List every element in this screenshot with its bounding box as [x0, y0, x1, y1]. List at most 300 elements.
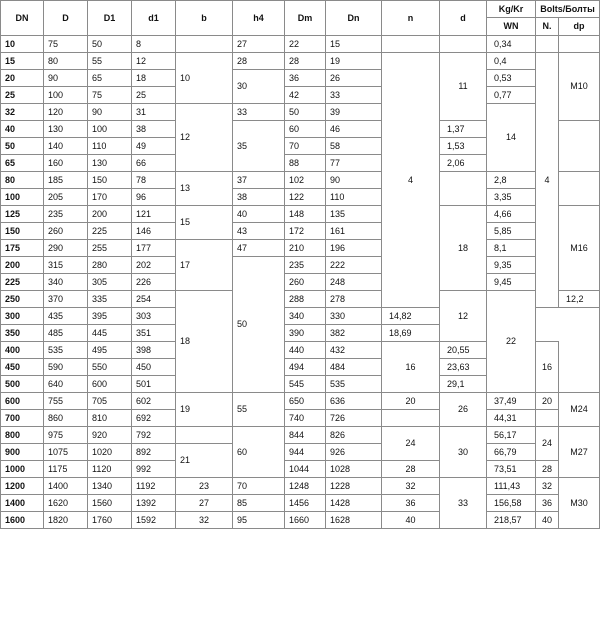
cell-small-d1: 31 — [132, 104, 176, 121]
cell-dn-inner: 826 — [326, 427, 382, 444]
cell-d1: 75 — [88, 87, 132, 104]
cell-dn: 500 — [1, 376, 44, 393]
cell-dn: 350 — [1, 325, 44, 342]
cell-wn: 66,79 — [487, 444, 536, 461]
cell-d1: 445 — [88, 325, 132, 342]
cell-d: 975 — [44, 427, 88, 444]
cell-n: 40 — [382, 512, 440, 529]
cell-b: 15 — [176, 206, 233, 240]
cell-n: 24 — [382, 427, 440, 461]
cell-b-empty — [176, 427, 233, 444]
cell-dn: 15 — [1, 53, 44, 70]
cell-b: 32 — [176, 512, 233, 529]
cell-small-d1: 66 — [132, 155, 176, 172]
cell-d1: 600 — [88, 376, 132, 393]
cell-small-d1: 692 — [132, 410, 176, 427]
cell-dn-inner: 33 — [326, 87, 382, 104]
cell-bolts-n: 24 — [536, 427, 559, 461]
cell-wn: 73,51 — [487, 461, 536, 478]
cell-bolts-n: 16 — [536, 342, 559, 393]
cell-dn-inner: 1628 — [326, 512, 382, 529]
cell-wn: 37,49 — [487, 393, 536, 410]
cell-wn: 3,35 — [487, 189, 536, 206]
cell-dn: 200 — [1, 257, 44, 274]
cell-b: 21 — [176, 444, 233, 478]
cell-small-d1: 501 — [132, 376, 176, 393]
cell-small-d1: 49 — [132, 138, 176, 155]
cell-dp: M30 — [559, 478, 600, 529]
cell-d1: 280 — [88, 257, 132, 274]
cell-d: 80 — [44, 53, 88, 70]
cell-dm: 288 — [285, 291, 326, 308]
table-row — [1, 291, 600, 308]
cell-dn-inner: 135 — [326, 206, 382, 223]
cell-d: 120 — [44, 104, 88, 121]
cell-d1: 550 — [88, 359, 132, 376]
cell-d: 30 — [440, 427, 487, 478]
cell-small-d1: 450 — [132, 359, 176, 376]
cell-dm: 944 — [285, 444, 326, 461]
cell-b: 27 — [176, 495, 233, 512]
cell-dm: 494 — [285, 359, 326, 376]
cell-dn-inner: 432 — [326, 342, 382, 359]
cell-d1: 255 — [88, 240, 132, 257]
cell-d: 260 — [44, 223, 88, 240]
cell-dm: 545 — [285, 376, 326, 393]
cell-dn: 700 — [1, 410, 44, 427]
table-row — [1, 427, 600, 444]
cell-h4: 33 — [233, 104, 285, 121]
cell-d-empty — [440, 172, 487, 206]
cell-d: 160 — [44, 155, 88, 172]
cell-h4: 30 — [233, 70, 285, 104]
cell-d: 140 — [44, 138, 88, 155]
cell-dn-inner: 1228 — [326, 478, 382, 495]
cell-dn-inner: 26 — [326, 70, 382, 87]
table-row — [1, 393, 600, 410]
cell-h4: 40 — [233, 206, 285, 223]
cell-dn-inner: 46 — [326, 121, 382, 138]
cell-d: 205 — [44, 189, 88, 206]
cell-small-d1: 892 — [132, 444, 176, 461]
cell-n-empty — [382, 36, 440, 53]
cell-d: 860 — [44, 410, 88, 427]
cell-d1: 50 — [88, 36, 132, 53]
cell-d: 1400 — [44, 478, 88, 495]
cell-dm: 1660 — [285, 512, 326, 529]
cell-b: 17 — [176, 240, 233, 291]
cell-dm: 1456 — [285, 495, 326, 512]
cell-dn: 175 — [1, 240, 44, 257]
cell-dn-inner: 248 — [326, 274, 382, 291]
table-row — [1, 495, 600, 512]
cell-b: 23 — [176, 478, 233, 495]
table-row — [1, 70, 600, 87]
cell-h4: 43 — [233, 223, 285, 240]
cell-small-d1: 12 — [132, 53, 176, 70]
cell-d: 33 — [440, 478, 487, 529]
table-row — [1, 206, 600, 223]
cell-dn: 80 — [1, 172, 44, 189]
table-row — [1, 240, 600, 257]
cell-small-d1: 303 — [132, 308, 176, 325]
cell-h4: 27 — [233, 36, 285, 53]
header-n: n — [382, 1, 440, 36]
cell-wn: 0,53 — [487, 70, 536, 87]
cell-d1: 1340 — [88, 478, 132, 495]
cell-dp-empty — [559, 36, 600, 53]
cell-dn: 1400 — [1, 495, 44, 512]
cell-dn-inner: 330 — [326, 308, 382, 325]
cell-d: 185 — [44, 172, 88, 189]
cell-d: 485 — [44, 325, 88, 342]
cell-d: 235 — [44, 206, 88, 223]
cell-d1: 335 — [88, 291, 132, 308]
cell-dn-inner: 1428 — [326, 495, 382, 512]
cell-h4: 85 — [233, 495, 285, 512]
cell-dm: 70 — [285, 138, 326, 155]
table-row — [1, 53, 600, 70]
cell-b: 13 — [176, 172, 233, 206]
cell-d: 100 — [44, 87, 88, 104]
cell-bolts-n: 4 — [536, 53, 559, 308]
cell-small-d1: 146 — [132, 223, 176, 240]
cell-wn: 12,2 — [559, 291, 600, 308]
cell-small-d1: 18 — [132, 70, 176, 87]
cell-d: 26 — [440, 393, 487, 427]
cell-dn-inner: 19 — [326, 53, 382, 70]
cell-dn-inner: 278 — [326, 291, 382, 308]
cell-dn: 150 — [1, 223, 44, 240]
cell-d1: 810 — [88, 410, 132, 427]
cell-dm: 172 — [285, 223, 326, 240]
cell-b-empty — [176, 36, 233, 53]
cell-h4: 38 — [233, 189, 285, 206]
cell-dn: 1000 — [1, 461, 44, 478]
cell-d: 18 — [440, 206, 487, 291]
cell-dn-inner: 382 — [326, 325, 382, 342]
cell-d1: 100 — [88, 121, 132, 138]
cell-dn: 800 — [1, 427, 44, 444]
cell-dn: 900 — [1, 444, 44, 461]
cell-d1: 90 — [88, 104, 132, 121]
cell-dn-inner: 196 — [326, 240, 382, 257]
table-row — [1, 512, 600, 529]
cell-wn: 1,53 — [440, 138, 487, 155]
table-row — [1, 410, 600, 427]
cell-small-d1: 177 — [132, 240, 176, 257]
header-d1-upper: D1 — [88, 1, 132, 36]
cell-d1: 495 — [88, 342, 132, 359]
cell-d1: 170 — [88, 189, 132, 206]
cell-dn-inner: 77 — [326, 155, 382, 172]
cell-dm: 740 — [285, 410, 326, 427]
cell-wn: 1,37 — [440, 121, 487, 138]
cell-dn: 50 — [1, 138, 44, 155]
cell-dn: 20 — [1, 70, 44, 87]
cell-dn-inner: 484 — [326, 359, 382, 376]
cell-wn: 14,82 — [382, 308, 440, 325]
cell-bolts-n: 40 — [536, 512, 559, 529]
cell-dn: 10 — [1, 36, 44, 53]
cell-wn: 8,1 — [487, 240, 536, 257]
cell-d: 340 — [44, 274, 88, 291]
cell-d: 1075 — [44, 444, 88, 461]
cell-d: 290 — [44, 240, 88, 257]
header-wn: WN — [487, 18, 536, 36]
cell-wn: 4,66 — [487, 206, 536, 223]
table-row — [1, 444, 600, 461]
cell-dn: 300 — [1, 308, 44, 325]
cell-small-d1: 121 — [132, 206, 176, 223]
cell-dm: 1044 — [285, 461, 326, 478]
cell-dn-inner: 90 — [326, 172, 382, 189]
cell-dn: 25 — [1, 87, 44, 104]
header-h4: h4 — [233, 1, 285, 36]
cell-small-d1: 96 — [132, 189, 176, 206]
cell-h4: 95 — [233, 512, 285, 529]
cell-d1: 1760 — [88, 512, 132, 529]
cell-n-empty — [382, 410, 440, 427]
cell-dp: M16 — [559, 206, 600, 291]
cell-dm: 60 — [285, 121, 326, 138]
cell-dn: 100 — [1, 189, 44, 206]
header-dn: DN — [1, 1, 44, 36]
cell-d: 75 — [44, 36, 88, 53]
cell-dn: 1600 — [1, 512, 44, 529]
cell-b: 12 — [176, 104, 233, 172]
cell-dm: 390 — [285, 325, 326, 342]
cell-dn-inner: 636 — [326, 393, 382, 410]
cell-d: 11 — [440, 53, 487, 121]
table-row — [1, 461, 600, 478]
cell-dm: 650 — [285, 393, 326, 410]
table-row — [1, 189, 600, 206]
table-row — [1, 257, 600, 274]
cell-small-d1: 78 — [132, 172, 176, 189]
cell-d1: 705 — [88, 393, 132, 410]
cell-n: 12 — [440, 291, 487, 342]
cell-dn-inner: 535 — [326, 376, 382, 393]
header-d1-lower: d1 — [132, 1, 176, 36]
cell-dm: 148 — [285, 206, 326, 223]
cell-dm: 210 — [285, 240, 326, 257]
cell-d: 1820 — [44, 512, 88, 529]
cell-wn: 111,43 — [487, 478, 536, 495]
cell-h4: 60 — [233, 427, 285, 478]
cell-d1: 1560 — [88, 495, 132, 512]
cell-small-d1: 1192 — [132, 478, 176, 495]
cell-dn: 125 — [1, 206, 44, 223]
cell-d1: 1020 — [88, 444, 132, 461]
cell-d1: 305 — [88, 274, 132, 291]
table-row — [1, 36, 600, 53]
cell-d: 130 — [44, 121, 88, 138]
cell-bolts-n-empty — [536, 410, 559, 427]
cell-dm: 50 — [285, 104, 326, 121]
cell-dn-inner: 110 — [326, 189, 382, 206]
cell-h4: 55 — [233, 393, 285, 427]
cell-h4: 70 — [233, 478, 285, 495]
cell-n: 16 — [382, 342, 440, 393]
cell-dm: 28 — [285, 53, 326, 70]
cell-n: 28 — [382, 461, 440, 478]
cell-dm: 440 — [285, 342, 326, 359]
cell-dn-inner: 58 — [326, 138, 382, 155]
cell-dm: 1248 — [285, 478, 326, 495]
cell-wn: 18,69 — [382, 325, 440, 342]
cell-b: 19 — [176, 393, 233, 427]
header-d-outer: D — [44, 1, 88, 36]
table-row — [1, 478, 600, 495]
cell-d: 1620 — [44, 495, 88, 512]
cell-dm: 235 — [285, 257, 326, 274]
cell-wn: 29,1 — [440, 376, 487, 393]
cell-wn: 2,06 — [440, 155, 487, 172]
cell-b: 10 — [176, 53, 233, 104]
cell-dn-inner: 161 — [326, 223, 382, 240]
cell-d-empty — [440, 36, 487, 53]
cell-wn: 56,17 — [487, 427, 536, 444]
cell-d: 535 — [44, 342, 88, 359]
cell-small-d1: 602 — [132, 393, 176, 410]
cell-b: 18 — [176, 291, 233, 393]
cell-d: 590 — [44, 359, 88, 376]
table-row — [1, 172, 600, 189]
cell-dn: 450 — [1, 359, 44, 376]
cell-d1: 150 — [88, 172, 132, 189]
cell-d1: 920 — [88, 427, 132, 444]
cell-wn: 0,34 — [487, 36, 536, 53]
cell-dn-inner: 726 — [326, 410, 382, 427]
cell-dp: M27 — [559, 427, 600, 478]
cell-dp-empty — [559, 172, 600, 206]
cell-wn: 44,31 — [487, 410, 536, 427]
cell-d1: 1120 — [88, 461, 132, 478]
header-d: d — [440, 1, 487, 36]
header-dm: Dm — [285, 1, 326, 36]
cell-bolts-n: 20 — [536, 393, 559, 410]
header-bolts: Bolts/Болты — [536, 1, 600, 18]
cell-wn: 0,4 — [487, 53, 536, 70]
cell-wn: 20,55 — [440, 342, 487, 359]
cell-small-d1: 398 — [132, 342, 176, 359]
cell-d: 315 — [44, 257, 88, 274]
cell-h4: 35 — [233, 121, 285, 172]
cell-dn: 40 — [1, 121, 44, 138]
cell-small-d1: 202 — [132, 257, 176, 274]
cell-dn-inner: 222 — [326, 257, 382, 274]
table-row — [1, 274, 600, 291]
cell-small-d1: 226 — [132, 274, 176, 291]
table-row — [1, 104, 600, 121]
header-b: b — [176, 1, 233, 36]
cell-bolts-n: 28 — [536, 461, 559, 478]
cell-small-d1: 38 — [132, 121, 176, 138]
cell-dn: 32 — [1, 104, 44, 121]
cell-dn-inner: 1028 — [326, 461, 382, 478]
header-dn-inner: Dn — [326, 1, 382, 36]
cell-d: 640 — [44, 376, 88, 393]
cell-d1: 65 — [88, 70, 132, 87]
cell-d1: 110 — [88, 138, 132, 155]
cell-d: 370 — [44, 291, 88, 308]
cell-wn: 9,45 — [487, 274, 536, 291]
cell-small-d1: 1392 — [132, 495, 176, 512]
cell-wn: 218,57 — [487, 512, 536, 529]
cell-dn: 65 — [1, 155, 44, 172]
cell-dm: 22 — [285, 36, 326, 53]
header-bolts-n: N. — [536, 18, 559, 36]
cell-dp: M10 — [559, 53, 600, 121]
cell-dm: 36 — [285, 70, 326, 87]
cell-d: 14 — [487, 104, 536, 172]
cell-small-d1: 25 — [132, 87, 176, 104]
cell-n: 32 — [382, 478, 440, 495]
cell-dm: 844 — [285, 427, 326, 444]
cell-wn: 5,85 — [487, 223, 536, 240]
cell-dm: 102 — [285, 172, 326, 189]
cell-small-d1: 1592 — [132, 512, 176, 529]
cell-dm: 260 — [285, 274, 326, 291]
cell-bolts-n-empty — [536, 36, 559, 53]
cell-dn: 1200 — [1, 478, 44, 495]
cell-h4: 47 — [233, 240, 285, 257]
table-row — [1, 223, 600, 240]
table-row — [1, 87, 600, 104]
cell-wn: 2,8 — [487, 172, 536, 189]
cell-wn: 9,35 — [487, 257, 536, 274]
cell-n: 4 — [382, 53, 440, 308]
cell-dn: 600 — [1, 393, 44, 410]
header-dp: dp — [559, 18, 600, 36]
cell-d: 90 — [44, 70, 88, 87]
cell-d1: 130 — [88, 155, 132, 172]
cell-dn-inner: 926 — [326, 444, 382, 461]
cell-h4: 50 — [233, 257, 285, 393]
cell-wn: 156,58 — [487, 495, 536, 512]
cell-h4: 28 — [233, 53, 285, 70]
cell-h4: 37 — [233, 172, 285, 189]
cell-dn: 225 — [1, 274, 44, 291]
cell-n: 20 — [382, 393, 440, 410]
cell-wn: 23,63 — [440, 359, 487, 376]
cell-dn-inner: 39 — [326, 104, 382, 121]
cell-dn: 250 — [1, 291, 44, 308]
header-kg: Kg/Kr — [487, 1, 536, 18]
cell-d: 435 — [44, 308, 88, 325]
cell-n: 36 — [382, 495, 440, 512]
cell-dp: M24 — [559, 393, 600, 427]
cell-d1: 395 — [88, 308, 132, 325]
cell-small-d1: 792 — [132, 427, 176, 444]
cell-wn: 0,77 — [487, 87, 536, 104]
cell-small-d1: 992 — [132, 461, 176, 478]
cell-small-d1: 351 — [132, 325, 176, 342]
cell-d: 1175 — [44, 461, 88, 478]
cell-dn: 400 — [1, 342, 44, 359]
cell-dm: 122 — [285, 189, 326, 206]
cell-bolts-n: 36 — [536, 495, 559, 512]
cell-d: 755 — [44, 393, 88, 410]
cell-dn-inner: 15 — [326, 36, 382, 53]
cell-dm: 340 — [285, 308, 326, 325]
cell-dm: 88 — [285, 155, 326, 172]
cell-d: 22 — [487, 291, 536, 393]
cell-d1: 55 — [88, 53, 132, 70]
cell-bolts-n: 32 — [536, 478, 559, 495]
cell-dm: 42 — [285, 87, 326, 104]
